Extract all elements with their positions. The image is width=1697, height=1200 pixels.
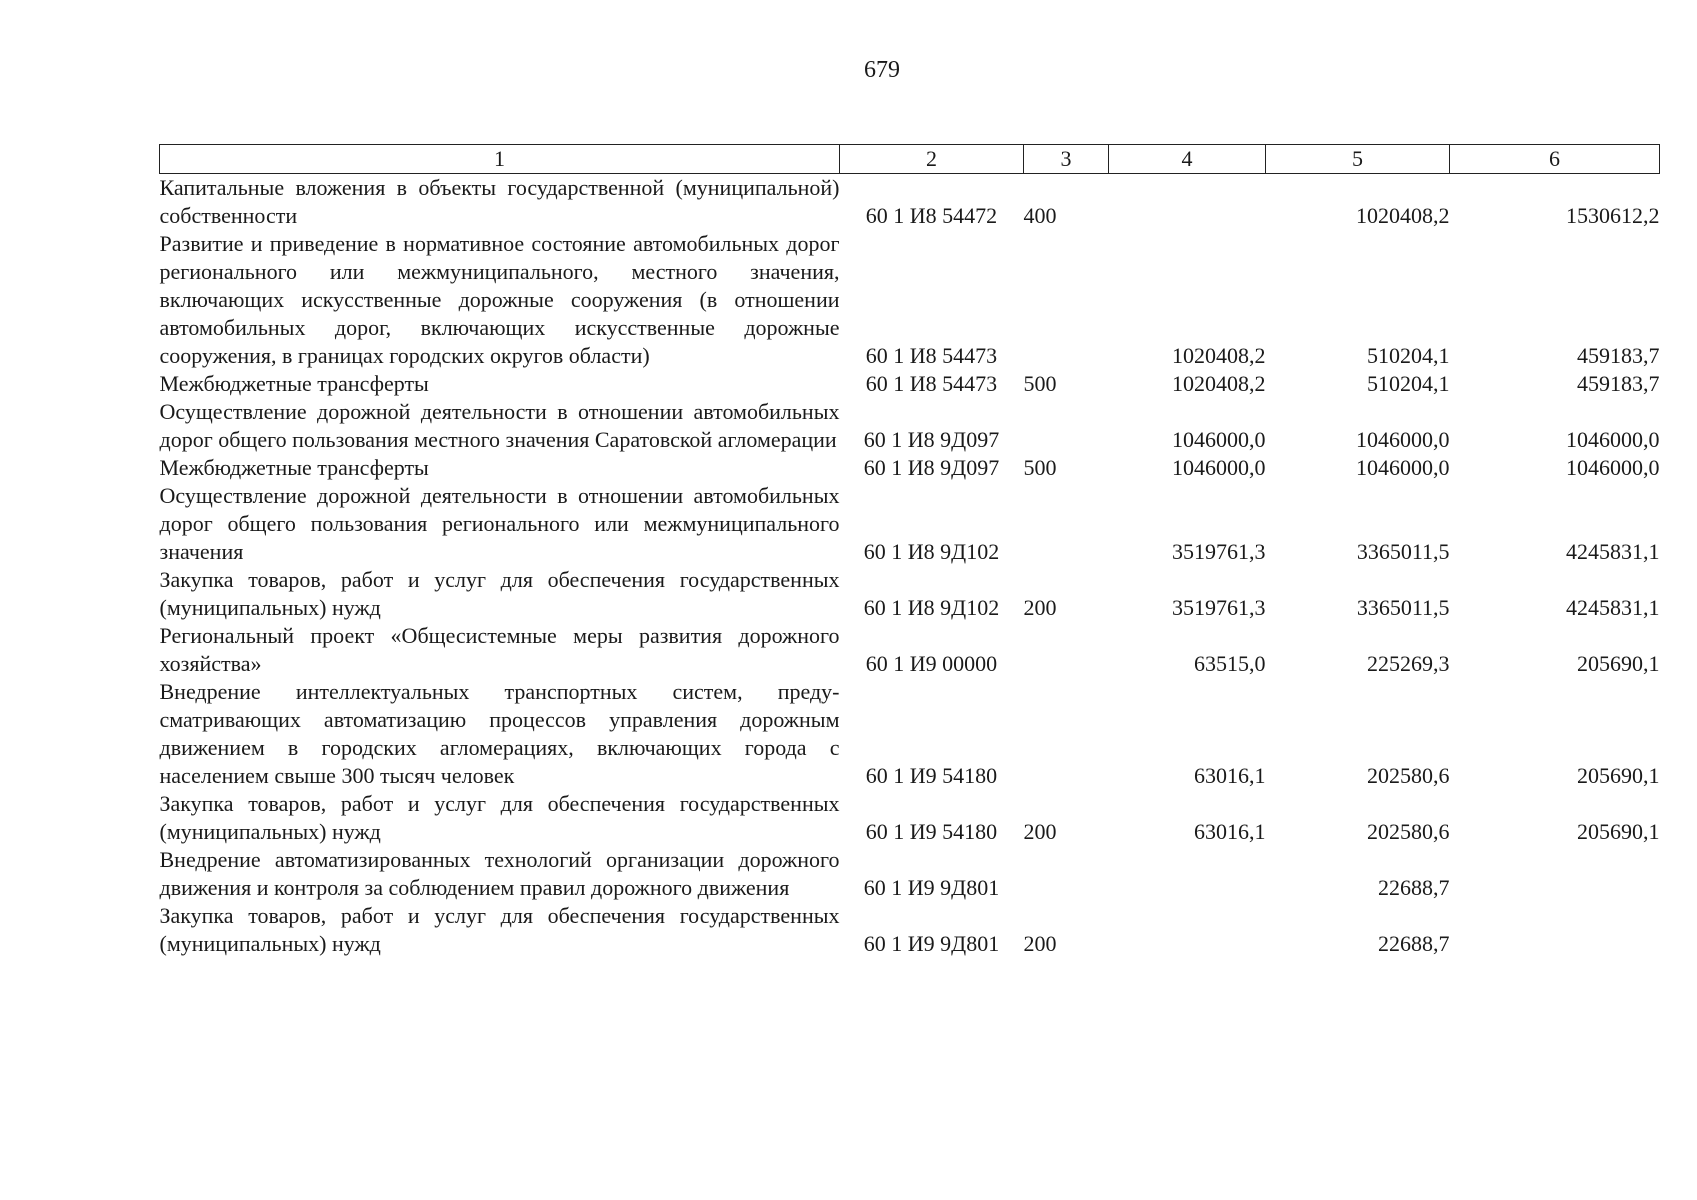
row-name: Межбюджетные трансферты — [159, 455, 429, 480]
column-header: 2 — [840, 145, 1024, 174]
row-value-col4: 63016,1 — [1194, 819, 1266, 844]
row-expense-type: 200 — [1023, 595, 1057, 620]
row-name: Внедрение автоматизированных технологий организации дорожного движения и контроля за соблюдением правил дорожного движения — [159, 847, 840, 900]
table-row — [160, 370, 1660, 398]
row-value-col6: 459183,7 — [1577, 371, 1660, 396]
row-value-col6 — [1450, 902, 1660, 958]
row-value-col5: 225269,3 — [1367, 651, 1450, 676]
row-expense-type: 400 — [1023, 203, 1057, 228]
table-row — [160, 482, 1660, 566]
row-code: 60 1 И8 9Д097 — [863, 427, 1000, 452]
row-code: 60 1 И9 00000 — [865, 651, 998, 676]
row-code: 60 1 И8 54472 — [865, 203, 998, 228]
row-expense-type: 500 — [1023, 455, 1057, 480]
row-name: Межбюджетные трансферты — [159, 371, 429, 396]
row-code: 60 1 И8 9Д102 — [863, 539, 1000, 564]
row-value-col4: 3519761,3 — [1172, 595, 1266, 620]
row-code: 60 1 И8 9Д102 — [863, 595, 1000, 620]
row-value-col5: 202580,6 — [1367, 819, 1450, 844]
row-code: 60 1 И8 9Д097 — [863, 455, 1000, 480]
row-value-col6: 1046000,0 — [1566, 427, 1660, 452]
column-header: 4 — [1109, 145, 1266, 174]
header-row — [160, 145, 1660, 174]
row-value-col5: 3365011,5 — [1356, 539, 1450, 564]
row-value-col5: 3365011,5 — [1356, 595, 1450, 620]
row-value-col4 — [1109, 174, 1266, 231]
row-expense-type: 200 — [1023, 931, 1057, 956]
table-row — [160, 566, 1660, 622]
row-value-col6: 459183,7 — [1577, 343, 1660, 368]
row-value-col5: 1020408,2 — [1356, 203, 1450, 228]
row-name: Внедрение интеллектуальных транспортных систем, предусматривающих автоматизацию процессов управления дорожным движением в городских агломерациях, включающих города с населением свыше 300 тысяч человек — [159, 679, 840, 788]
row-name: Закупка товаров, работ и услуг для обеспечения государственных (муниципальных) нужд — [159, 903, 840, 956]
row-expense-type — [1024, 846, 1109, 902]
table-row — [160, 846, 1660, 902]
table-header — [160, 145, 1660, 174]
row-value-col5: 22688,7 — [1378, 875, 1450, 900]
column-header: 3 — [1024, 145, 1109, 174]
row-expense-type — [1024, 482, 1109, 566]
row-value-col4: 63515,0 — [1194, 651, 1266, 676]
row-value-col5: 22688,7 — [1378, 931, 1450, 956]
row-name: Осуществление дорожной деятельности в отношении автомобильных дорог общего пользования регионального или межмуниципального значения — [159, 483, 840, 564]
row-value-col4 — [1109, 846, 1266, 902]
table-row — [160, 230, 1660, 370]
row-value-col6: 205690,1 — [1577, 819, 1660, 844]
row-value-col5: 202580,6 — [1367, 763, 1450, 788]
row-code: 60 1 И8 54473 — [865, 343, 998, 368]
row-value-col5: 510204,1 — [1367, 343, 1450, 368]
row-value-col4: 1046000,0 — [1172, 427, 1266, 452]
table-row — [160, 398, 1660, 454]
table-row — [160, 678, 1660, 790]
page-number: 679 — [864, 57, 900, 83]
row-expense-type — [1024, 678, 1109, 790]
row-expense-type — [1024, 398, 1109, 454]
row-name: Капитальные вложения в объекты государственной (муниципальной) собственности — [159, 175, 840, 228]
row-value-col5: 1046000,0 — [1356, 427, 1450, 452]
row-value-col4: 3519761,3 — [1172, 539, 1266, 564]
row-value-col6: 205690,1 — [1577, 763, 1660, 788]
row-expense-type — [1024, 230, 1109, 370]
table-row — [160, 454, 1660, 482]
row-expense-type: 200 — [1023, 819, 1057, 844]
row-value-col6: 4245831,1 — [1566, 539, 1660, 564]
row-expense-type — [1024, 622, 1109, 678]
row-expense-type: 500 — [1023, 371, 1057, 396]
column-header: 6 — [1450, 145, 1660, 174]
row-value-col4 — [1109, 902, 1266, 958]
row-name: Закупка товаров, работ и услуг для обеспечения государственных (муниципальных) нужд — [159, 791, 840, 844]
row-code: 60 1 И9 54180 — [865, 763, 998, 788]
row-value-col4: 1046000,0 — [1172, 455, 1266, 480]
table-row — [160, 622, 1660, 678]
row-value-col6: 205690,1 — [1577, 651, 1660, 676]
row-code: 60 1 И8 54473 — [865, 371, 998, 396]
table-row — [160, 790, 1660, 846]
row-value-col5: 510204,1 — [1367, 371, 1450, 396]
table-row — [160, 174, 1660, 231]
row-value-col6 — [1450, 846, 1660, 902]
table-body — [160, 174, 1660, 959]
row-name: Развитие и приведение в нормативное состояние автомобильных дорог регионального или межмуниципального, местного значения, включающих искусственные дорожные сооружения (в отношении автомобильных дорог, включающих искусственные дорожные сооружения, в границах городских округов области) — [159, 231, 840, 368]
row-name: Закупка товаров, работ и услуг для обеспечения государственных (муниципальных) нужд — [159, 567, 840, 620]
row-value-col5: 1046000,0 — [1356, 455, 1450, 480]
row-value-col6: 1046000,0 — [1566, 455, 1660, 480]
row-value-col4: 1020408,2 — [1172, 343, 1266, 368]
row-name: Региональный проект «Общесистемные меры развития дорожного хозяйства» — [159, 623, 840, 676]
column-header: 5 — [1266, 145, 1450, 174]
row-value-col6: 1530612,2 — [1566, 203, 1660, 228]
row-value-col4: 1020408,2 — [1172, 371, 1266, 396]
row-value-col4: 63016,1 — [1194, 763, 1266, 788]
row-code: 60 1 И9 54180 — [865, 819, 998, 844]
column-header: 1 — [160, 145, 840, 174]
row-code: 60 1 И9 9Д801 — [863, 931, 1000, 956]
row-value-col6: 4245831,1 — [1566, 595, 1660, 620]
table-row — [160, 902, 1660, 958]
row-name: Осуществление дорожной деятельности в отношении автомобильных дорог общего пользования местного значения Саратовской агломерации — [159, 399, 840, 452]
row-code: 60 1 И9 9Д801 — [863, 875, 1000, 900]
budget-table — [159, 144, 1660, 958]
